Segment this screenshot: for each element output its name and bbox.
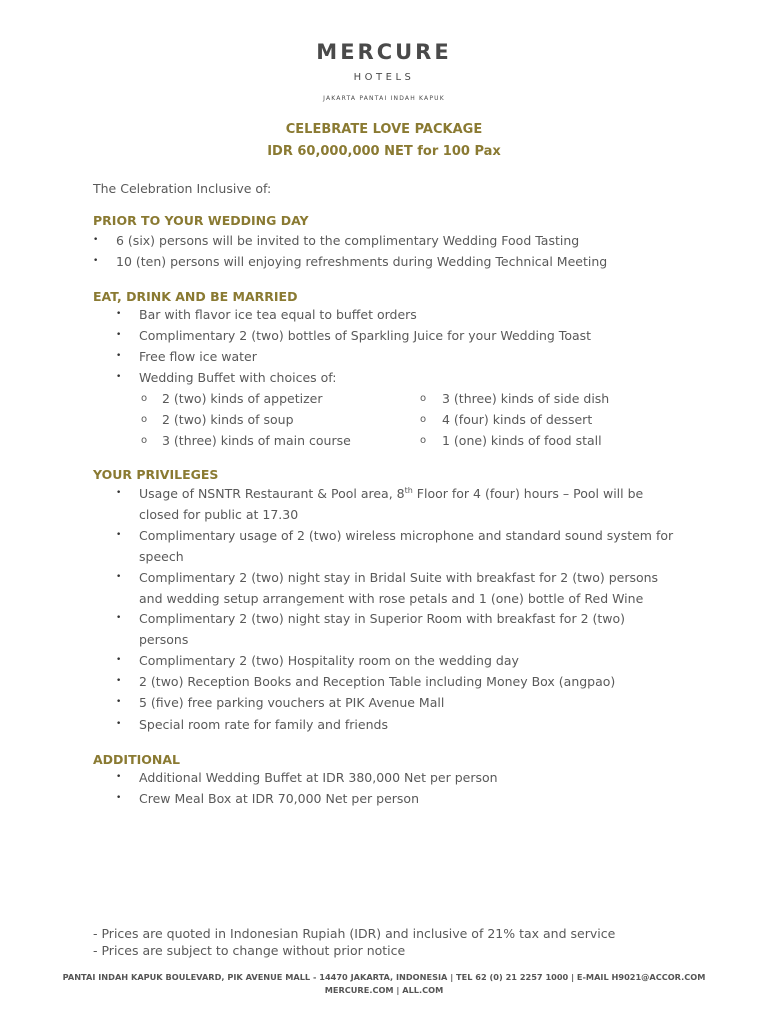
bullet-icon: • [116, 309, 122, 319]
bullet-icon: • [116, 530, 122, 540]
sub-list-item: 1 (one) kinds of food stall [442, 433, 602, 448]
package-price: IDR 60,000,000 NET for 100 Pax [267, 144, 501, 159]
list-item: 2 (two) Reception Books and Reception Table including Money Box (angpao) [139, 674, 616, 689]
list-item: Free flow ice water [139, 349, 257, 364]
intro-text: The Celebration Inclusive of: [93, 181, 272, 196]
section-heading-prior: PRIOR TO YOUR WEDDING DAY [93, 213, 309, 228]
list-item: Crew Meal Box at IDR 70,000 Net per person [139, 791, 419, 806]
bullet-icon: • [116, 719, 122, 729]
sub-list-item: 3 (three) kinds of main course [162, 433, 351, 448]
footer-links: MERCURE.COM | ALL.COM [324, 985, 444, 995]
brand-logo: MERCURE [316, 40, 452, 64]
section-heading-additional: ADDITIONAL [93, 752, 180, 767]
price-note: - Prices are subject to change without prior notice [93, 943, 406, 958]
bullet-icon: • [116, 793, 122, 803]
list-item: 6 (six) persons will be invited to the complimentary Wedding Food Tasting [116, 233, 580, 248]
brand-subtitle: HOTELS [353, 72, 415, 83]
list-item: Complimentary usage of 2 (two) wireless microphone and standard sound system for [139, 528, 674, 543]
section-heading-eat: EAT, DRINK AND BE MARRIED [93, 289, 298, 304]
list-item [139, 486, 643, 501]
sub-list-item: 3 (three) kinds of side dish [442, 391, 610, 406]
list-item-continuation: closed for public at 17.30 [139, 507, 299, 522]
list-item: Complimentary 2 (two) night stay in Bridal Suite with breakfast for 2 (two) persons [139, 570, 659, 585]
list-item: Complimentary 2 (two) night stay in Superior Room with breakfast for 2 (two) [139, 611, 626, 626]
bullet-icon: • [116, 676, 122, 686]
bullet-icon: • [116, 351, 122, 361]
sub-list-item: 2 (two) kinds of soup [162, 412, 294, 427]
list-item: Bar with flavor ice tea equal to buffet orders [139, 307, 417, 322]
footer-address: PANTAI INDAH KAPUK BOULEVARD, PIK AVENUE MALL - 14470 JAKARTA, INDONESIA | TEL 62 (0) 21 2257 1000 | E-MAIL H9021@ACCOR.COM [62, 972, 706, 982]
list-item-text: Floor for 4 (four) hours – Pool will be [412, 486, 644, 502]
bullet-icon: • [93, 235, 99, 245]
bullet-icon: • [116, 488, 122, 498]
list-item-text: Usage of NSNTR Restaurant & Pool area, 8 [139, 486, 405, 502]
list-item: 5 (five) free parking vouchers at PIK Avenue Mall [139, 695, 445, 710]
list-item: Special room rate for family and friends [139, 717, 388, 732]
section-heading-privileges: YOUR PRIVILEGES [93, 467, 219, 482]
bullet-icon: • [116, 772, 122, 782]
bullet-icon: • [93, 256, 99, 266]
sub-bullet-icon: o [141, 414, 148, 425]
hotel-location: JAKARTA PANTAI INDAH KAPUK [323, 95, 445, 102]
sub-bullet-icon: o [141, 435, 148, 446]
ordinal-suffix: th [404, 486, 413, 495]
list-item: Complimentary 2 (two) Hospitality room on the wedding day [139, 653, 519, 668]
list-item: 10 (ten) persons will enjoying refreshments during Wedding Technical Meeting [116, 254, 608, 269]
list-item-continuation: and wedding setup arrangement with rose petals and 1 (one) bottle of Red Wine [139, 591, 644, 606]
bullet-icon: • [116, 372, 122, 382]
price-note: - Prices are quoted in Indonesian Rupiah (IDR) and inclusive of 21% tax and service [93, 926, 616, 941]
bullet-icon: • [116, 697, 122, 707]
sub-list-item: 4 (four) kinds of dessert [442, 412, 593, 427]
list-item: Wedding Buffet with choices of: [139, 370, 337, 385]
sub-bullet-icon: o [420, 435, 427, 446]
list-item: Complimentary 2 (two) bottles of Sparkling Juice for your Wedding Toast [139, 328, 592, 343]
sub-list-item: 2 (two) kinds of appetizer [162, 391, 323, 406]
bullet-icon: • [116, 572, 122, 582]
list-item-continuation: speech [139, 549, 184, 564]
bullet-icon: • [116, 330, 122, 340]
bullet-icon: • [116, 655, 122, 665]
sub-bullet-icon: o [420, 393, 427, 404]
list-item-continuation: persons [139, 632, 189, 647]
list-item: Additional Wedding Buffet at IDR 380,000 Net per person [139, 770, 498, 785]
sub-bullet-icon: o [141, 393, 148, 404]
package-title: CELEBRATE LOVE PACKAGE [285, 122, 483, 137]
sub-bullet-icon: o [420, 414, 427, 425]
bullet-icon: • [116, 613, 122, 623]
